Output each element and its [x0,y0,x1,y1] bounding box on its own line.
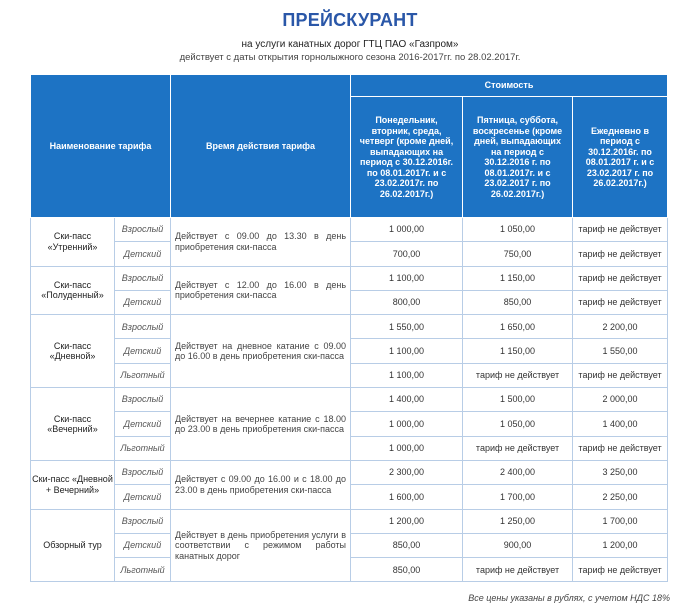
price-cell: 1 200,00 [573,533,668,557]
price-cell: 700,00 [351,242,463,266]
price-cell: 800,00 [351,290,463,314]
category-label: Льготный [115,363,171,387]
validity-time: Действует на дневное катание с 09.00 до 16.00 в день приобретения ски-пасса [171,315,351,388]
validity-time: Действует с 12.00 до 16.00 в день приобретения ски-пасса [171,266,351,315]
header-tariff: Наименование тарифа [31,75,171,218]
price-cell: 1 400,00 [351,388,463,412]
price-cell: тариф не действует [573,218,668,242]
table-row [31,218,668,242]
price-cell: 1 200,00 [351,509,463,533]
price-cell: 1 250,00 [463,509,573,533]
subtitle: на услуги канатных дорог ГТЦ ПАО «Газпром» [241,39,459,50]
price-cell: 750,00 [463,242,573,266]
price-cell: 1 100,00 [351,363,463,387]
price-cell: 2 200,00 [573,315,668,339]
table-row [31,315,668,339]
price-cell: тариф не действует [573,290,668,314]
price-cell: 900,00 [463,533,573,557]
table-row [31,266,668,290]
table-row [31,460,668,484]
price-cell: 1 700,00 [573,509,668,533]
price-cell: 1 000,00 [351,436,463,460]
category-label: Детский [115,242,171,266]
price-cell: тариф не действует [573,558,668,582]
price-cell: 1 150,00 [463,339,573,363]
category-label: Взрослый [115,315,171,339]
price-cell: 850,00 [463,290,573,314]
category-label: Детский [115,339,171,363]
price-cell: 1 000,00 [351,412,463,436]
price-cell: тариф не действует [463,363,573,387]
price-cell: 850,00 [351,558,463,582]
price-cell: 2 250,00 [573,485,668,509]
tariff-name: Ски-пасс «Вечерний» [31,388,115,461]
footnote: Все цены указаны в рублях, с учетом НДС 18% [468,593,670,603]
category-label: Льготный [115,558,171,582]
price-cell: тариф не действует [463,436,573,460]
tariff-name: Ски-пасс «Утренний» [31,218,115,267]
header-fri-sun: Пятница, суббота, воскресенье (кроме дней, выпадающих на период с 30.12.2016 г. по 08.01.2017г. и с 23.02.2017 г. по 26.02.2017г.) [463,97,573,218]
price-cell: 1 400,00 [573,412,668,436]
price-cell: 1 050,00 [463,218,573,242]
validity-time: Действует в день приобретения услуги в соответствии с режимом работы канатных дорог [171,509,351,582]
tariff-name: Ски-пасс «Дневной + Вечерний» [31,460,115,509]
price-cell: 1 600,00 [351,485,463,509]
table-row [31,388,668,412]
price-cell: 1 500,00 [463,388,573,412]
category-label: Льготный [115,436,171,460]
price-cell: 2 400,00 [463,460,573,484]
price-cell: тариф не действует [573,436,668,460]
category-label: Детский [115,533,171,557]
category-label: Детский [115,412,171,436]
price-cell: 1 550,00 [573,339,668,363]
page-title: ПРЕЙСКУРАНТ [282,10,418,30]
table-row [31,509,668,533]
category-label: Взрослый [115,388,171,412]
header-mon-thu: Понедельник, вторник, среда, четверг (кроме дней, выпадающих на период с 30.12.2016г. по 08.01.2017г. и с 23.02.2017г. по 26.02.2017г.) [351,97,463,218]
tariff-name: Обзорный тур [31,509,115,582]
price-cell: 2 300,00 [351,460,463,484]
header-cost: Стоимость [351,75,668,97]
validity-time: Действует на вечернее катание с 18.00 до 23.00 в день приобретения ски-пасса [171,388,351,461]
price-cell: тариф не действует [573,363,668,387]
price-cell: тариф не действует [573,266,668,290]
category-label: Взрослый [115,218,171,242]
price-cell: 850,00 [351,533,463,557]
price-cell: 1 700,00 [463,485,573,509]
validity-time: Действует с 09.00 до 16.00 и с 18.00 до 23.00 в день приобретения ски-пасса [171,460,351,509]
price-cell: 2 000,00 [573,388,668,412]
category-label: Взрослый [115,509,171,533]
category-label: Детский [115,485,171,509]
price-cell: 1 650,00 [463,315,573,339]
price-cell: 1 100,00 [351,266,463,290]
price-cell: 1 550,00 [351,315,463,339]
header-time: Время действия тарифа [171,75,351,218]
price-cell: 1 000,00 [351,218,463,242]
tariff-name: Ски-пасс «Полуденный» [31,266,115,315]
price-cell: 3 250,00 [573,460,668,484]
category-label: Взрослый [115,266,171,290]
price-cell: 1 050,00 [463,412,573,436]
header-daily: Ежедневно в период с 30.12.2016г. по 08.01.2017 г. и с 23.02.2017 г. по 26.02.2017г.) [573,97,668,218]
category-label: Детский [115,290,171,314]
price-cell: тариф не действует [573,242,668,266]
price-cell: 1 150,00 [463,266,573,290]
price-cell: тариф не действует [463,558,573,582]
validity-time: Действует с 09.00 до 13.30 в день приобретения ски-пасса [171,218,351,267]
effective-period: действует с даты открытия горнолыжного сезона 2016-2017гг. по 28.02.2017г. [179,52,521,63]
price-table [30,74,668,582]
tariff-name: Ски-пасс «Дневной» [31,315,115,388]
category-label: Взрослый [115,460,171,484]
price-cell: 1 100,00 [351,339,463,363]
